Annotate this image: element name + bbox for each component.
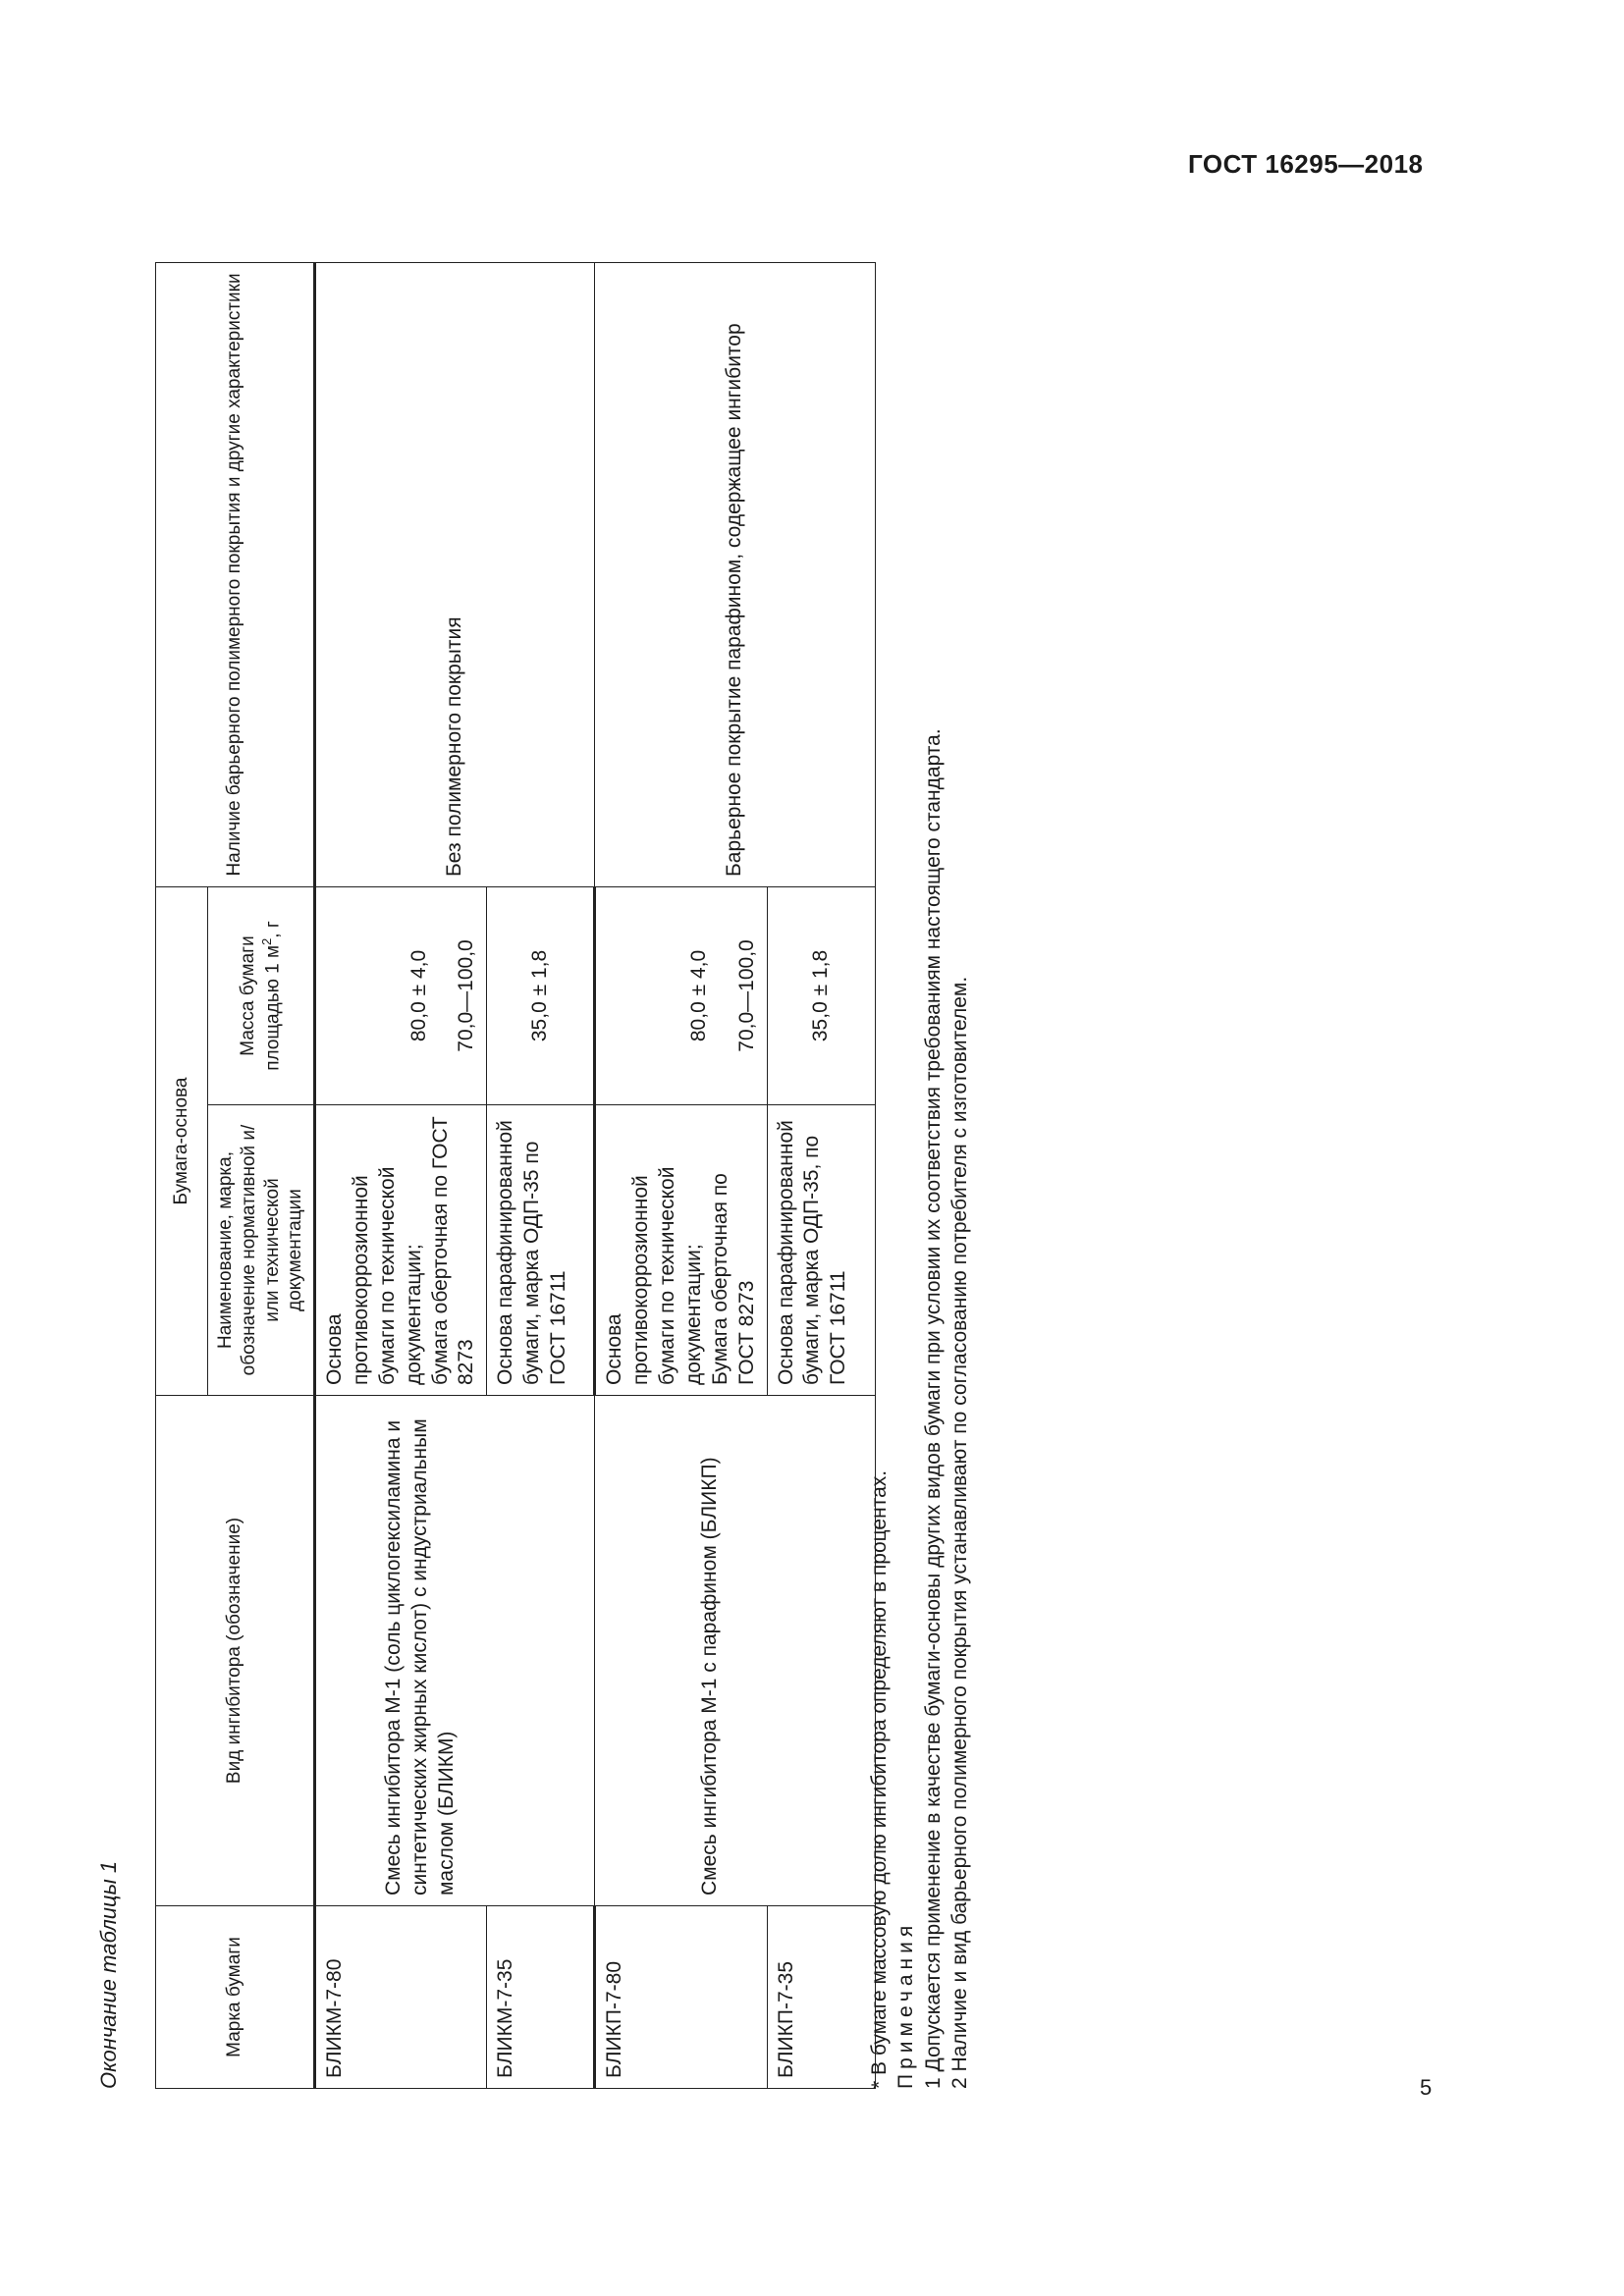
header-brand: Марка бумаги [156,1906,315,2089]
header-coating: Наличие барьерного полимерного покрытия и другие характеристики [156,262,315,886]
paper-table [155,262,876,2089]
table-row [595,262,767,2088]
note-item: 2 Наличие и вид барьерного полимерного покрытия устанавливают по согласованию потребителя с изготовителем. [947,976,971,2089]
inhibitor-cell: Смесь ингибитора М-1 (соль циклогексиламина и синтетических жирных кислот) с индустриальным маслом (БЛИКМ) [315,1396,595,1906]
base-name-line: бумага оберточная по ГОСТ 8273 [428,1116,478,1385]
mass-cell: 35,0 ± 1,8 [767,886,875,1104]
header-base-mass: Масса бумаги площадью 1 $м^2$, г [208,886,315,1104]
base-name-cell [595,1105,767,1396]
header-base-group: Бумага-основа [156,886,208,1395]
brand-cell: БЛИКП-7-80 [595,1906,767,2089]
table-notes [866,263,973,2089]
table-caption: Окончание таблицы 1 [96,1860,121,2089]
footnote: * В бумаге массовую долю ингибитора определяют в процентах. [868,1469,891,2089]
header-inhibitor: Вид ингибитора (обозначение) [156,1396,315,1906]
standard-code: ГОСТ 16295—2018 [1188,149,1424,179]
rotated-table-block [96,224,1009,2089]
mass-cell [315,886,487,1104]
note-item: 1 Допускается применение в качестве бумаги-основы других видов бумаги при условии их соответствия требованиям настоящего стандарта. [921,728,945,2089]
coating-cell: Без полимерного покрытия [315,262,595,886]
mass-cell: 35,0 ± 1,8 [487,886,595,1104]
mass-value: 80,0 ± 4,0 [406,949,430,1042]
brand-cell: БЛИКМ-7-80 [315,1906,487,2089]
base-name-line: Основа противокоррозионной бумаги по технической документации; [603,1166,705,1385]
header-base-name: Наименование, марка, обозначение нормативной и/или технической документации [208,1105,315,1396]
base-name-cell: Основа парафинированной бумаги, марка ОДП-35 по ГОСТ 16711 [487,1105,595,1396]
mass-value: 80,0 ± 4,0 [686,949,710,1042]
inhibitor-cell: Смесь ингибитора М-1 с парафином (БЛИКП) [595,1396,875,1906]
brand-cell: БЛИКП-7-35 [767,1906,875,2089]
base-name-line: Бумага оберточная по ГОСТ 8273 [708,1173,758,1385]
notes-title: Примечания [894,1920,918,2089]
mass-value: 70,0—100,0 [455,939,478,1052]
table-row [315,262,487,2088]
base-name-cell [315,1105,487,1396]
page-number: 5 [1420,2075,1433,2100]
base-name-line: Основа противокоррозионной бумаги по технической документации; [323,1166,425,1385]
mass-value: 70,0—100,0 [734,939,758,1052]
brand-cell: БЛИКМ-7-35 [487,1906,595,2089]
coating-cell: Барьерное покрытие парафином, содержащее ингибитор [595,262,875,886]
mass-cell [595,886,767,1104]
base-name-cell: Основа парафинированной бумаги, марка ОДП-35, по ГОСТ 16711 [767,1105,875,1396]
table-header-row-1 [156,262,208,2088]
